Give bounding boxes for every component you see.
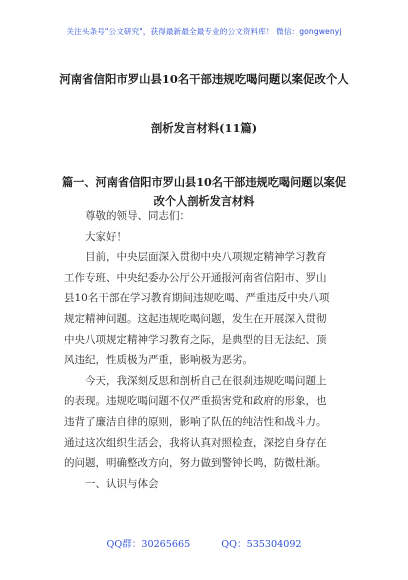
paragraph-line: 中央八项规定精神学习教育之际，是典型的目无法纪、顶	[64, 333, 327, 346]
salutation: 尊敬的领导、同志们：	[85, 210, 190, 222]
footer-contact	[0, 536, 408, 550]
qq-group-number: QQ群：30265665	[106, 539, 191, 550]
paragraph-line: 的问题，明确整改方向，努力做到警钟长鸣，防微杜渐。	[64, 457, 327, 470]
qq-number: QQ：535304092	[221, 539, 302, 550]
paragraph-line: 通过这次组织生活会，我将认真对照检查，深挖自身存在	[64, 436, 327, 449]
section-heading-line-1: 篇一、河南省信阳市罗山县10名干部违规吃喝问题以案促	[61, 175, 347, 189]
document-title-line-2: 剖析发言材料(11篇)	[150, 121, 258, 135]
paragraph-line: 今天，我深刻反思和剖析自己在很刹违规吃喝问题上	[85, 374, 327, 387]
promo-banner: 关注头条号"公文研究"，获得最新最全最专业的公文资料库！ 微信：gongwenyj	[66, 27, 342, 36]
paragraph-line: 的表现。违规吃喝问题不仅严重损害党和政府的形象，也	[64, 395, 327, 408]
paragraph-line: 风违纪，性质极为严重，影响极为恶劣。	[64, 354, 253, 367]
paragraph-line: 规定精神问题。这起违规吃喝问题，发生在开展深入贯彻	[64, 312, 327, 325]
paragraph-line: 县10名干部在学习教育期间违规吃喝、严重违反中央八项	[64, 292, 330, 305]
greeting: 大家好！	[85, 230, 127, 243]
subheading: 一、认识与体会	[85, 477, 159, 490]
paragraph-2	[64, 371, 359, 474]
document-body	[64, 206, 359, 494]
section-heading-line-2: 改个人剖析发言材料	[153, 194, 255, 208]
paragraph-line: 违背了廉洁自律的原则，影响了队伍的纯洁性和战斗力。	[64, 415, 327, 428]
document-title-line-1: 河南省信阳市罗山县10名干部违规吃喝问题以案促改个人	[59, 72, 349, 86]
paragraph-1	[64, 247, 359, 371]
paragraph-line: 工作专班、中央纪委办公厅公开通报河南省信阳市、罗山	[64, 271, 327, 284]
paragraph-line: 目前，中央层面深入贯彻中央八项规定精神学习教育	[85, 251, 327, 264]
